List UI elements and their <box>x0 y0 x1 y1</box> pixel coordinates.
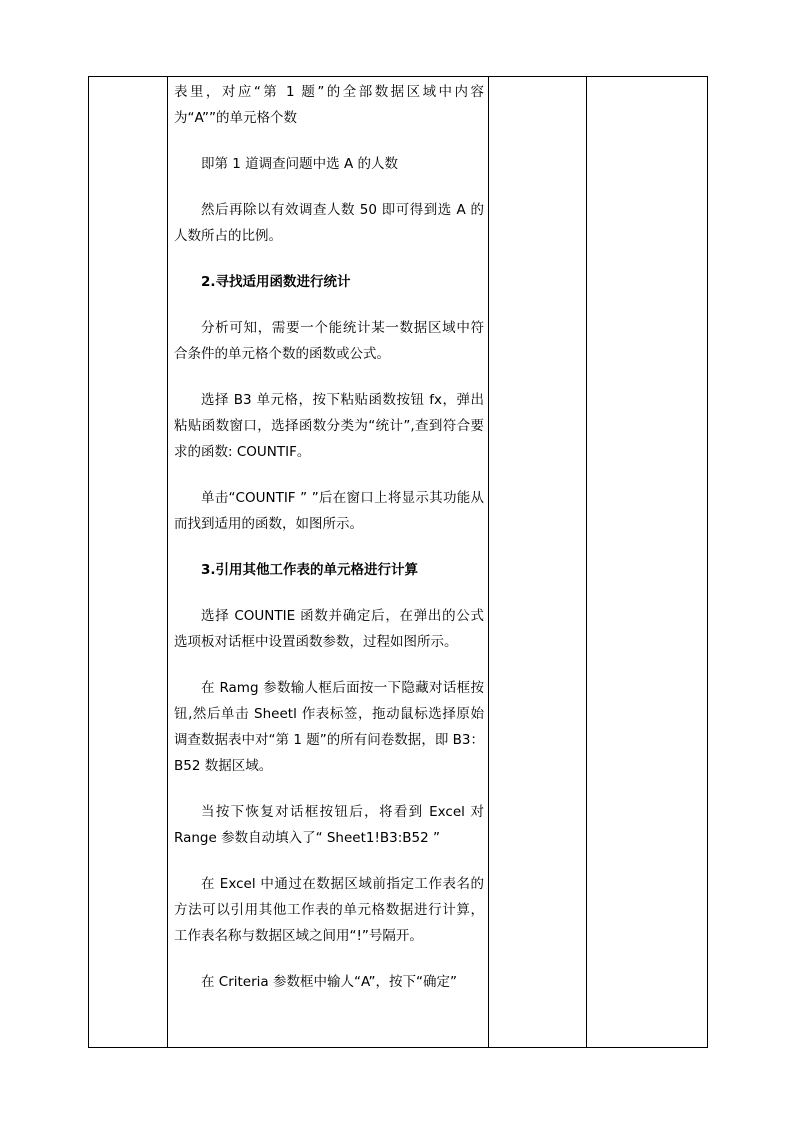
paragraph: 在 Excel 中通过在数据区域前指定工作表名的方法可以引用其他工作表的单元格数据进行计算，工作表名称与数据区域之间用“!”号隔开。 <box>174 876 484 944</box>
paragraph: 选择 B3 单元格，按下粘贴函数按钮 fx，弹出粘贴函数窗口，选择函数分类为“统计”,查到符合要求的函数: COUNTIF。 <box>174 392 484 460</box>
right-empty-cell <box>587 77 708 1048</box>
paragraph: 选择 COUNTIE 函数并确定后，在弹出的公式选项板对话框中设置函数参数，过程如图所示。 <box>174 608 484 650</box>
section-heading: 2.寻找适用函数进行统计 <box>201 274 351 290</box>
paragraph: 分析可知，需要一个能统计某一数据区域中符合条件的单元格个数的函数或公式。 <box>174 320 484 362</box>
table-row <box>89 77 708 1048</box>
left-empty-cell <box>89 77 168 1048</box>
section-heading: 3.引用其他工作表的单元格进行计算 <box>201 562 419 578</box>
paragraph: 然后再除以有效调查人数 50 即可得到选 A 的人数所占的比例。 <box>174 202 484 244</box>
content-text <box>168 79 488 995</box>
paragraph: 即第 1 道调查问题中选 A 的人数 <box>201 156 398 172</box>
paragraph: 在 Criteria 参数框中输人“A”，按下“确定” <box>201 974 458 990</box>
third-empty-cell <box>489 77 587 1048</box>
content-cell <box>168 77 489 1048</box>
paragraph: 当按下恢复对话框按钮后，将看到 Excel 对 Range 参数自动填入了“ Sheet1!B3:B52 ” <box>174 804 484 846</box>
paragraph: 单击“COUNTIF ” ”后在窗口上将显示其功能从而找到适用的函数，如图所示。 <box>174 490 484 532</box>
paragraph: 在 Ramg 参数输人框后面按一下隐藏对话框按钮,然后单击 Sheetl 作表标签，拖动鼠标选择原始调查数据表中对“第 1 题”的所有问卷数据，即 B3：B52 数据区域。 <box>174 680 484 774</box>
paragraph: 表里，对应“第 1 题”的全部数据区域中内容为“A””的单元格个数 <box>174 84 484 126</box>
lesson-plan-table <box>88 76 708 1048</box>
